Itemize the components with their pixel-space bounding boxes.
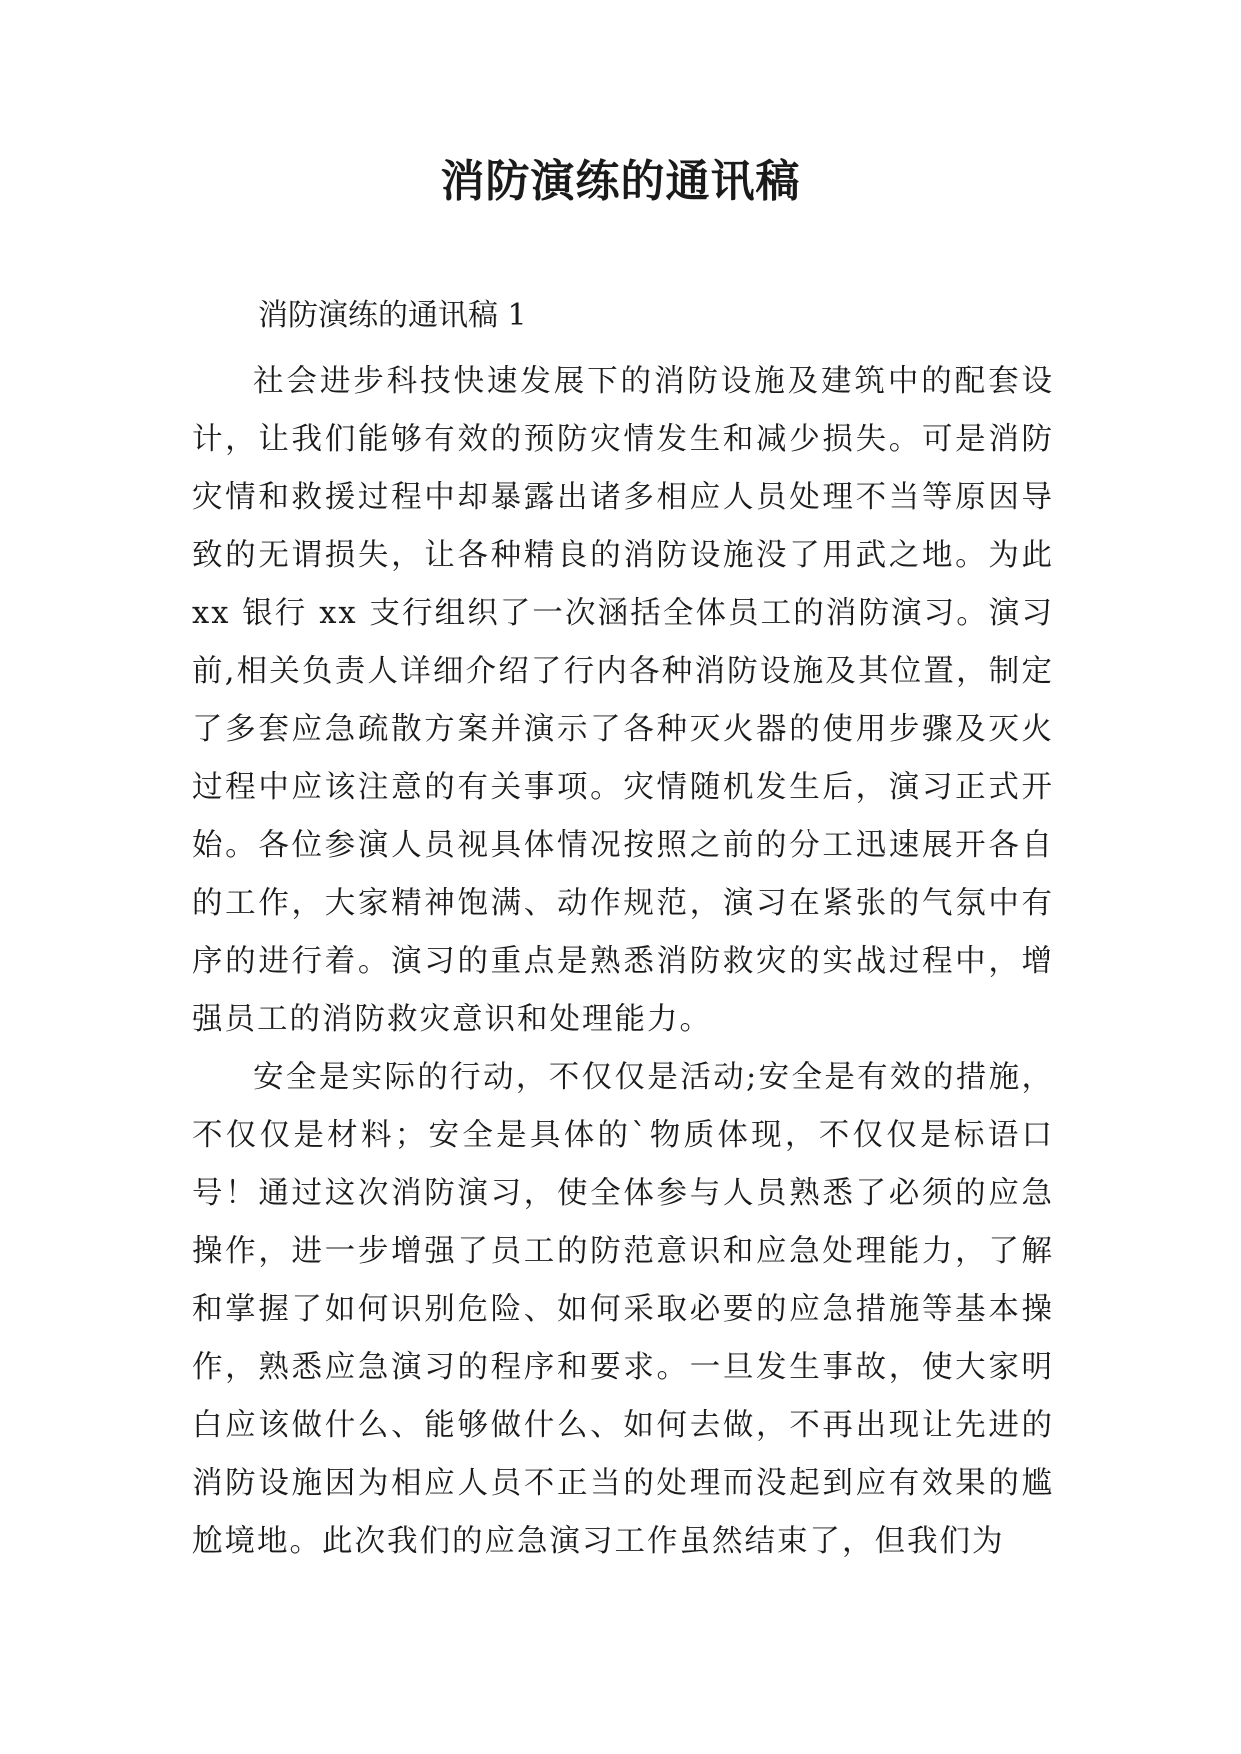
section-heading: 消防演练的通讯稿 1 <box>258 298 527 333</box>
paragraph-1: 社会进步科技快速发展下的消防设施及建筑中的配套设计，让我们能够有效的预防灾情发生和减少损失。可是消防灾情和救援过程中却暴露出诸多相应人员处理不当等原因导致的无谓损失，让各种精良的消防设施没了用武之地。为此 xx 银行 xx 支行组织了一次涵括全体员工的消防演习。演习前,相关负责人详细介绍了行内各种消防设施及其位置，制定了多套应急疏散方案并演示了各种灭火器的使用步骤及灭火过程中应该注意的有关事项。灾情随机发生后，演习正式开始。各位参演人员视具体情况按照之前的分工迅速展开各自的工作，大家精神饱满、动作规范，演习在紧张的气氛中有序的进行着。演习的重点是熟悉消防救灾的实战过程中，增强员工的消防救灾意识和处理能力。 <box>192 364 1054 1037</box>
document-body <box>192 353 1054 1571</box>
document-title: 消防演练的通讯稿 <box>440 156 801 207</box>
paragraph-2: 安全是实际的行动，不仅仅是活动;安全是有效的措施，不仅仅是材料；安全是具体的`物质体现，不仅仅是标语口号！通过这次消防演习，使全体参与人员熟悉了必须的应急操作，进一步增强了员工的防范意识和应急处理能力，了解和掌握了如何识别危险、如何采取必要的应急措施等基本操作，熟悉应急演习的程序和要求。一旦发生事故，使大家明白应该做什么、能够做什么、如何去做，不再出现让先进的消防设施因为相应人员不正当的处理而没起到应有效果的尴尬境地。此次我们的应急演习工作虽然结束了，但我们为 <box>192 1060 1054 1559</box>
